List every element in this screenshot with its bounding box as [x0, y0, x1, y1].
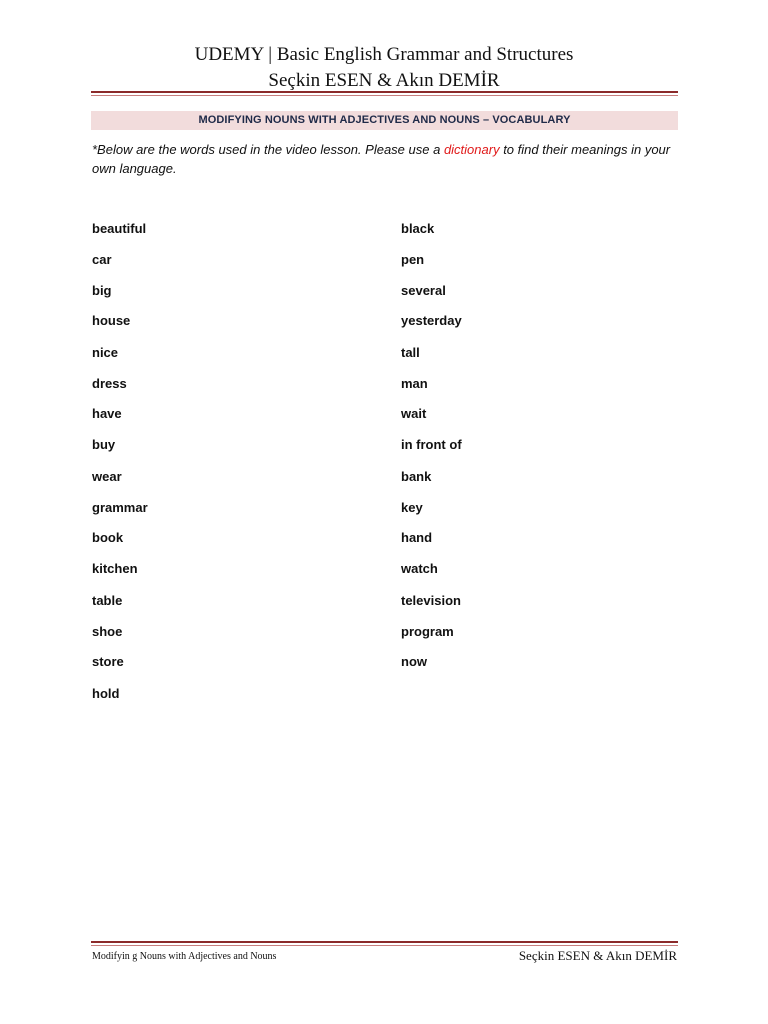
header-divider — [91, 91, 678, 96]
vocab-word: pen — [401, 252, 425, 267]
section-heading: MODIFYING NOUNS WITH ADJECTIVES AND NOUNS – VOCABULARY — [91, 111, 678, 130]
dictionary-link[interactable]: dictionary — [443, 142, 500, 157]
vocab-word: kitchen — [92, 561, 138, 576]
vocab-word: bank — [401, 469, 432, 484]
vocab-word: wait — [401, 406, 427, 421]
vocab-word: key — [401, 500, 423, 515]
vocab-word: black — [401, 221, 435, 236]
vocab-word: television — [401, 593, 461, 608]
footer-document-title: Modifyin g Nouns with Adjectives and Nouns — [92, 951, 277, 962]
vocab-word: buy — [92, 437, 116, 452]
vocab-word: man — [401, 376, 428, 391]
vocab-word: hold — [92, 686, 120, 701]
vocab-word: yesterday — [401, 313, 462, 328]
document-title: UDEMY | Basic English Grammar and Structures — [194, 44, 574, 65]
vocab-word: beautiful — [92, 221, 147, 236]
vocab-word: table — [92, 593, 123, 608]
vocab-word: now — [401, 654, 427, 669]
vocab-word: book — [92, 530, 124, 545]
vocab-word: hand — [401, 530, 433, 545]
vocab-word: program — [401, 624, 454, 639]
vocab-word: have — [92, 406, 122, 421]
vocab-word: dress — [92, 376, 127, 391]
vocab-word: big — [92, 283, 112, 298]
vocab-word: nice — [92, 345, 119, 360]
intro-text-after: to find their meanings in your own language. — [92, 142, 671, 176]
vocab-word: shoe — [92, 624, 123, 639]
footer-divider — [91, 941, 678, 946]
vocab-word: grammar — [92, 500, 148, 515]
vocab-word: several — [401, 283, 446, 298]
vocab-word: in front of — [401, 437, 462, 452]
vocab-word: house — [92, 313, 131, 328]
footer-authors: Seçkin ESEN & Akın DEMİR — [518, 948, 677, 963]
vocab-word: car — [92, 252, 112, 267]
intro-text-before: *Below are the words used in the video lesson. Please use a — [92, 142, 444, 157]
intro-paragraph — [92, 140, 682, 178]
vocab-word: tall — [401, 345, 420, 360]
vocab-word: watch — [401, 561, 438, 576]
vocab-word: wear — [92, 469, 122, 484]
vocab-word: store — [92, 654, 124, 669]
document-authors: Seçkin ESEN & Akın DEMİR — [268, 70, 500, 91]
